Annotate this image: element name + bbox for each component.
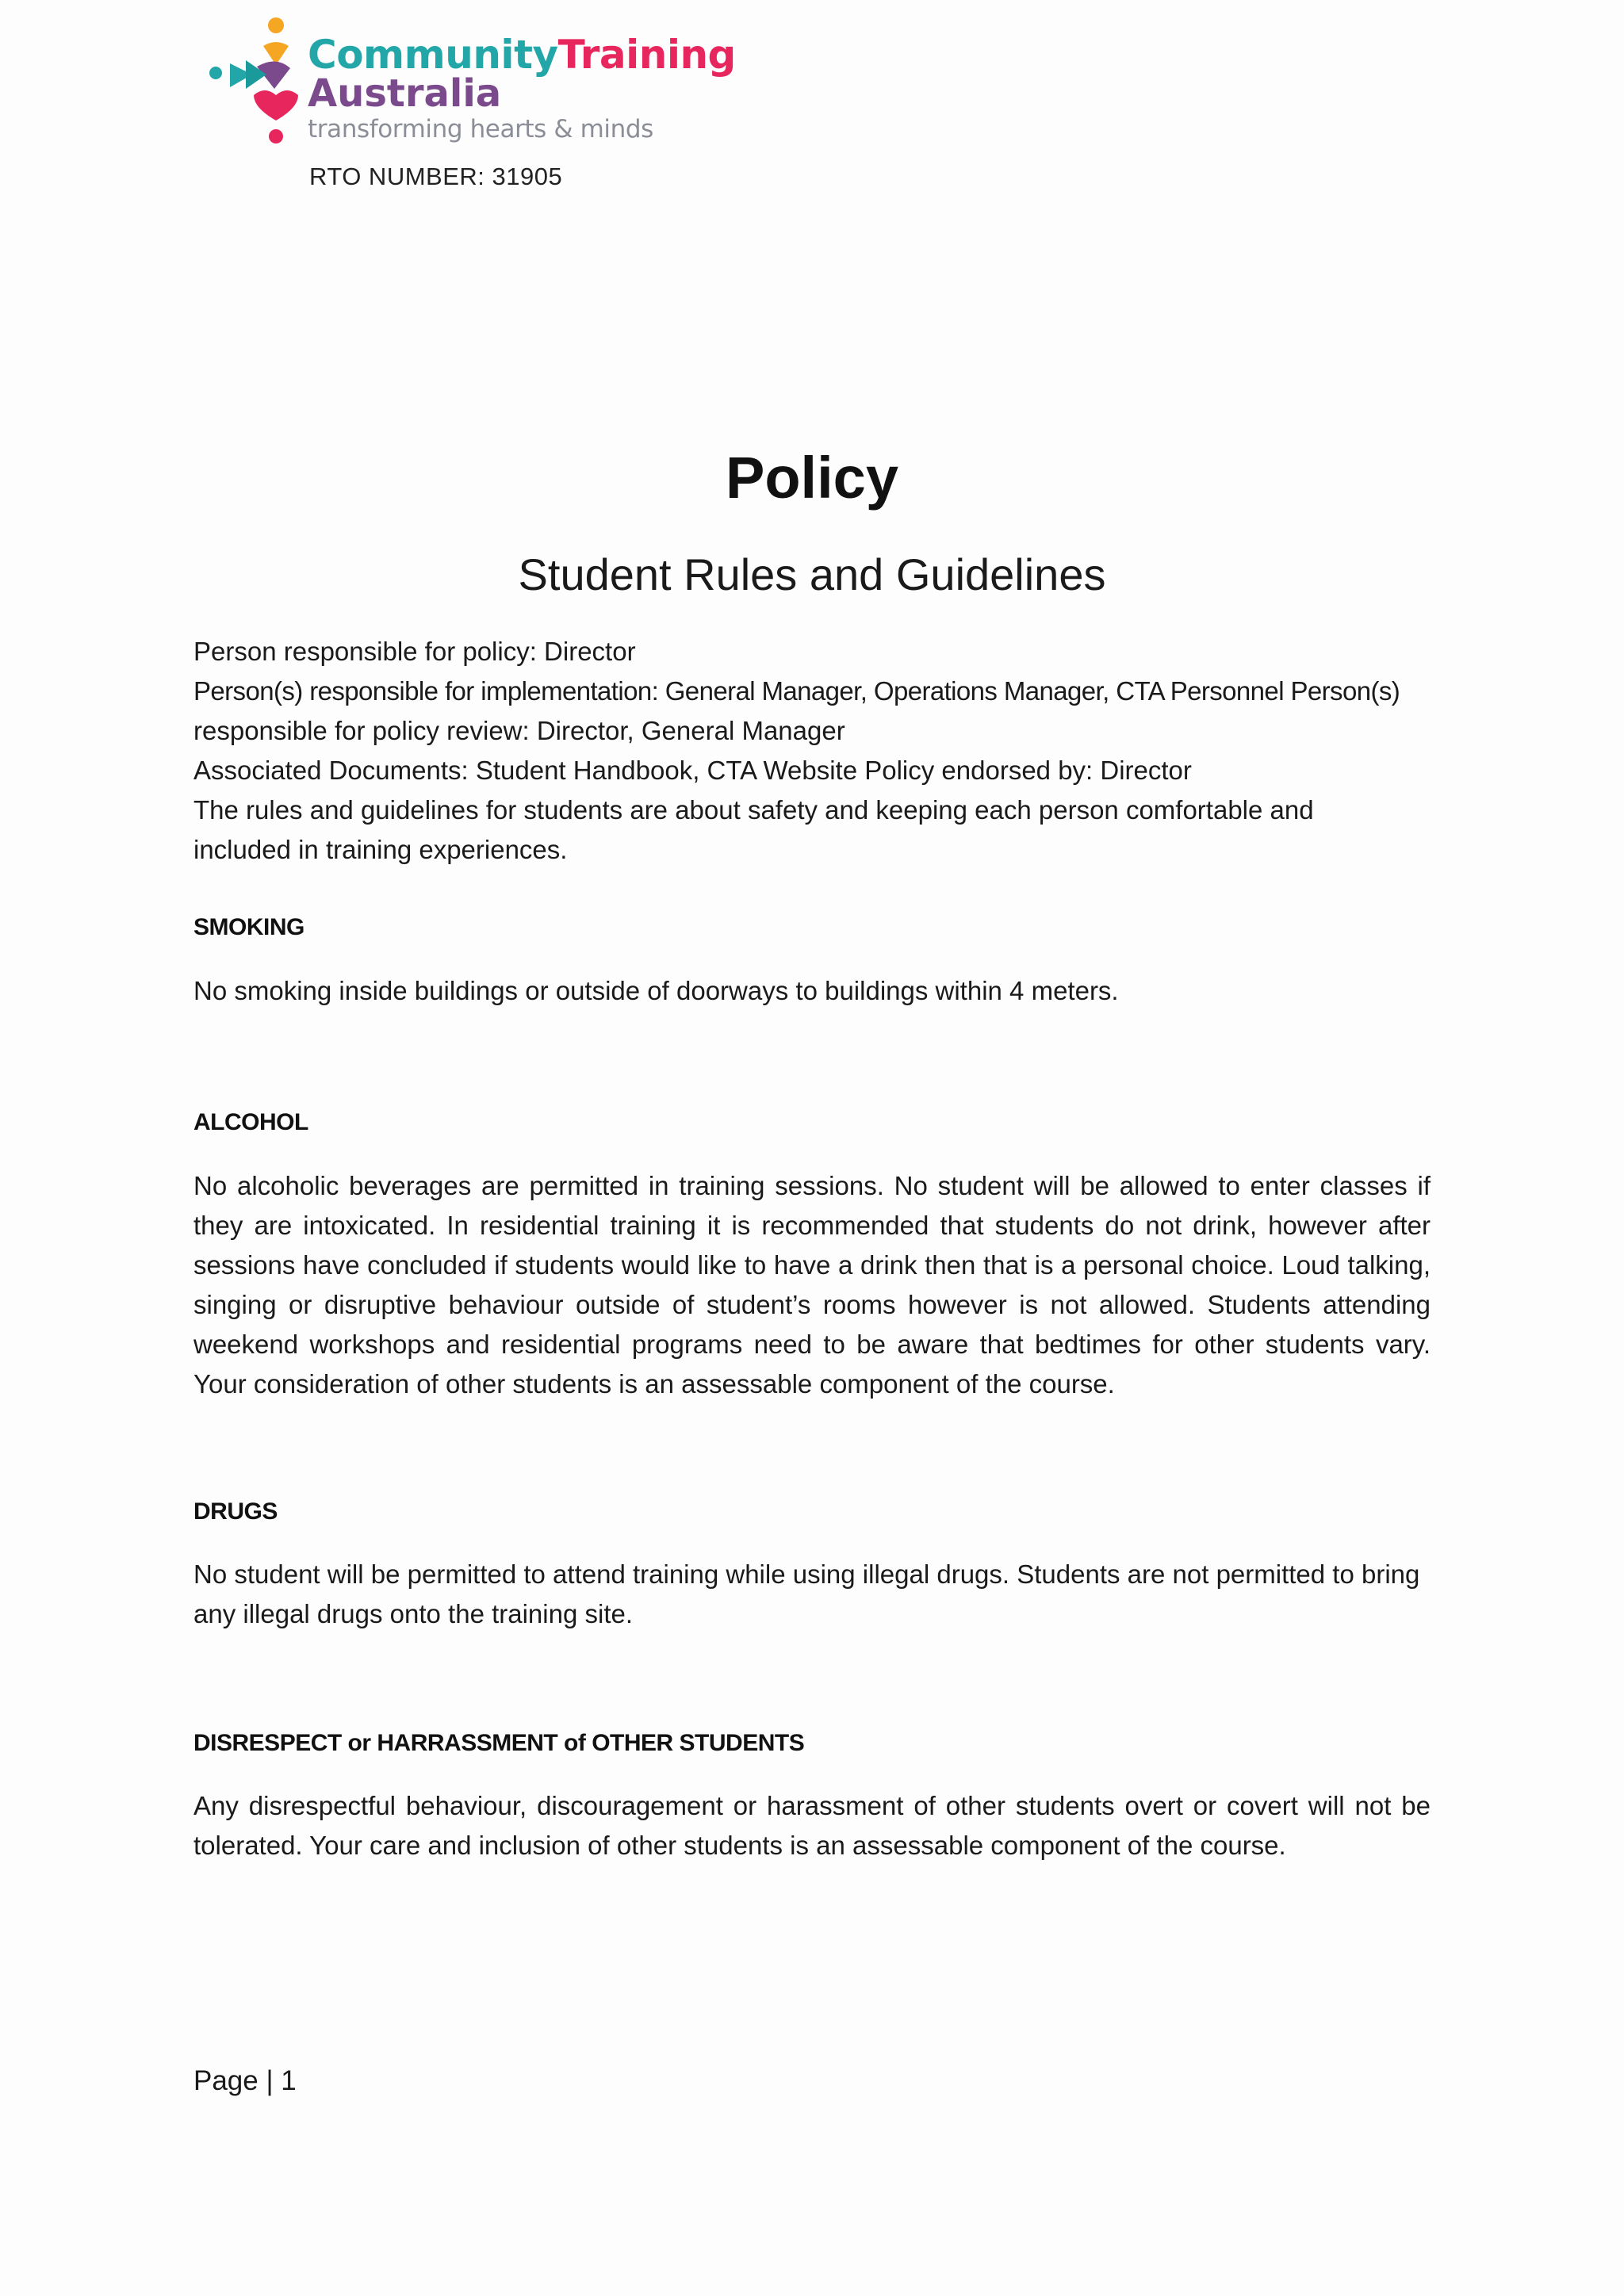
logo-word-community: Community (308, 32, 558, 78)
intro-block (193, 632, 1431, 870)
intro-line: responsible for policy review: Director, General Manager (193, 716, 845, 745)
section-body-alcohol (193, 1166, 1431, 1404)
section-body-text: No student will be permitted to attend training while using illegal drugs. Students are not permitted to bring any illegal drugs onto the training site. (193, 1559, 1420, 1628)
page-title: Policy (726, 445, 898, 511)
section-body-smoking (193, 971, 1431, 1011)
intro-line: Person(s) responsible for implementation: General Manager, Operations Manager, CTA Personnel Person(s) (193, 676, 1400, 706)
section-body-text: No alcoholic beverages are permitted in training sessions. No student will be allowed to enter classes if they are intoxicated. In residential training it is recommended that students do not drink, however after sessions have concluded if students would like to have a drink then that is a personal choice. Loud talking, singing or disruptive behaviour outside of student’s rooms however is not allowed. Students attending weekend workshops and residential programs need to be aware that bedtimes for other students vary. Your consideration of other students is an assessable component of the course. (193, 1171, 1431, 1399)
logo-tagline: transforming hearts & minds (308, 115, 653, 144)
logo-mark-icon (208, 16, 311, 151)
intro-line: Associated Documents: Student Handbook, CTA Website Policy endorsed by: Director (193, 756, 1192, 785)
section-body-text: No smoking inside buildings or outside of doorways to buildings within 4 meters. (193, 976, 1119, 1005)
section-body-text: Any disrespectful behaviour, discouragement or harassment of other students overt or covert will not be tolerated. Your care and inclusion of other students is an assessable component of the course. (193, 1791, 1431, 1860)
section-heading-drugs: DRUGS (193, 1498, 278, 1525)
section-heading-alcohol: ALCOHOL (193, 1109, 308, 1135)
intro-line: The rules and guidelines for students are about safety and keeping each person comfortable and (193, 795, 1314, 825)
intro-line: included in training experiences. (193, 835, 568, 864)
logo-word-training: Training (557, 32, 736, 78)
page-subtitle: Student Rules and Guidelines (518, 549, 1106, 599)
logo (208, 16, 736, 151)
rto-number: RTO NUMBER: 31905 (309, 163, 563, 190)
section-heading-disrespect: DISRESPECT or HARRASSMENT of OTHER STUDENTS (193, 1730, 805, 1756)
section-body-disrespect (193, 1786, 1431, 1866)
logo-name-line-1 (308, 32, 736, 78)
page-number: Page | 1 (193, 2065, 297, 2096)
logo-name-line-2: Australia (308, 71, 502, 116)
section-heading-smoking: SMOKING (193, 914, 304, 940)
section-body-drugs (193, 1555, 1431, 1634)
intro-line: Person responsible for policy: Director (193, 637, 636, 666)
